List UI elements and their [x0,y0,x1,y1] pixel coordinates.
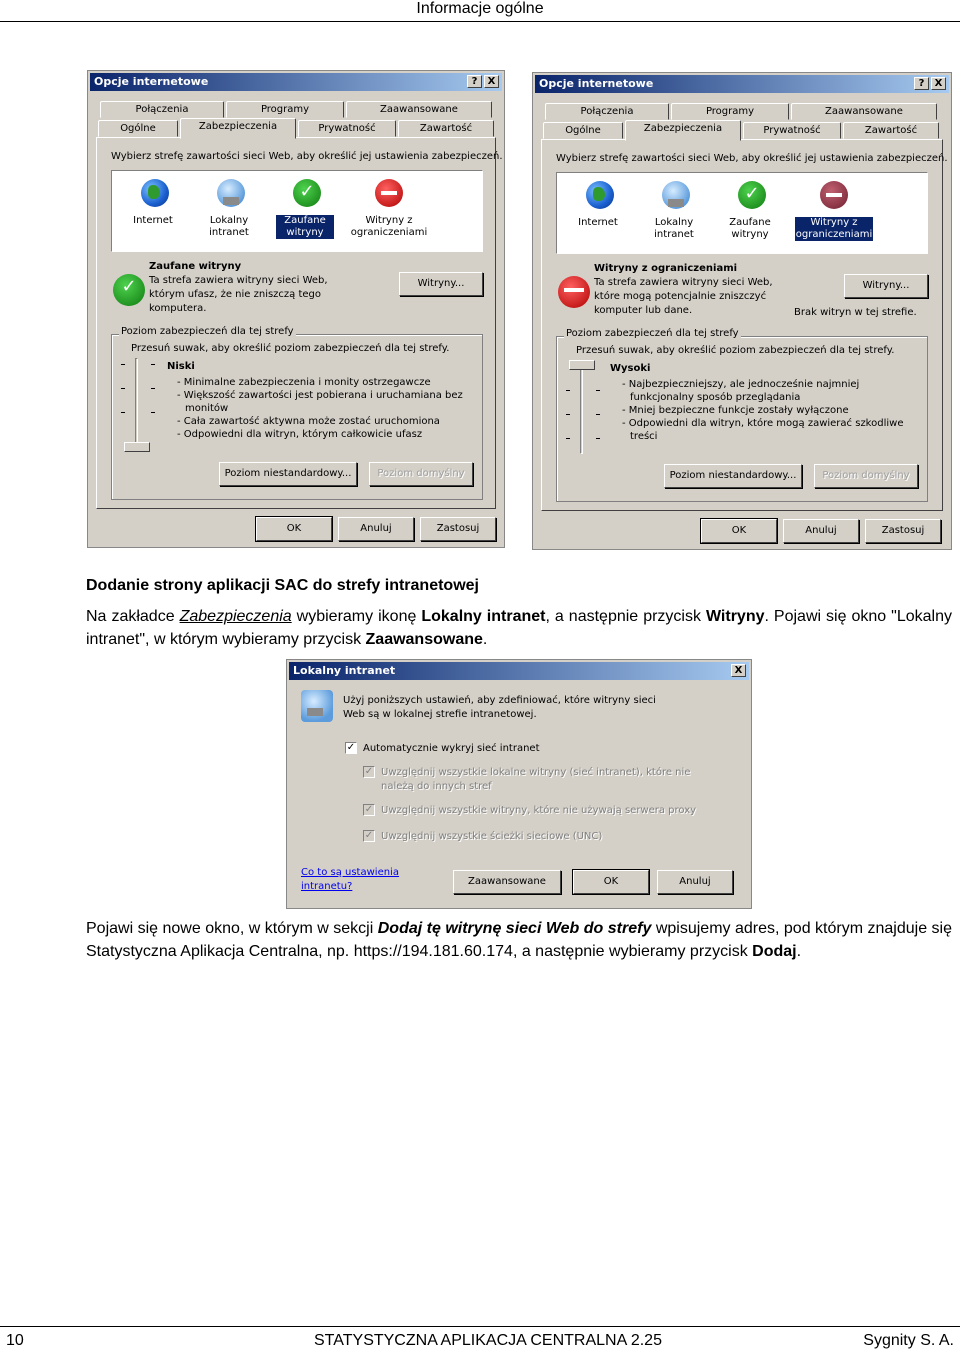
sites-note: Brak witryn w tej strefie. [794,307,917,318]
level-hint: Przesuń suwak, aby określić poziom zabezpieczeń dla tej strefy. [576,345,895,356]
zone-label: Witryny z ograniczeniami [350,215,428,238]
zone-trusted-sites[interactable] [715,179,785,245]
footer-company: Sygnity S. A. [863,1332,954,1349]
help-link[interactable]: Co to są ustawienia [301,867,399,878]
zone-local-intranet[interactable] [639,179,709,245]
intro-line: Web są w lokalnej strefie intranetowej. [343,709,537,720]
zone-label: Internet [133,215,173,226]
sites-button[interactable]: Witryny... [399,272,483,296]
cancel-button[interactable]: Anuluj [657,870,733,894]
zone-label: Zaufane witryny [276,215,334,239]
text: . [482,631,488,648]
security-slider-thumb[interactable] [124,442,150,452]
zone-title: Zaufane witryny [149,261,242,272]
default-level-button[interactable]: Poziom domyślny [814,464,918,488]
zone-label: Lokalny intranet [654,217,694,240]
computer-icon [662,181,690,209]
security-slider-track[interactable] [135,358,138,452]
dialog-title: Lokalny intranet [293,664,396,677]
slider-tick [121,364,125,365]
page-header [0,0,960,22]
text: wybieramy ikonę [291,608,422,625]
text-advanced: Zaawansowane [365,631,483,648]
page-number: 10 [6,1332,24,1349]
tab-connections[interactable]: Połączenia [545,103,669,120]
auto-detect-checkbox[interactable]: ✓ [346,742,356,753]
level-line: - Minimalne zabezpieczenia i monity ostrzegawcze [177,377,431,388]
level-line: - Większość zawartości jest pobierana i uruchamiana bez [177,390,463,401]
tab-privacy[interactable]: Prywatność [743,122,841,139]
tab-privacy[interactable]: Prywatność [298,120,396,137]
paragraph-2 [86,917,952,963]
close-button[interactable]: X [731,664,746,677]
zone-restricted-sites[interactable] [344,177,434,243]
header-title: Informacje ogólne [416,0,544,17]
zone-label: Internet [578,217,618,228]
text-add: Dodaj [752,943,797,960]
close-button[interactable]: X [484,75,499,88]
include-local-sites-checkbox[interactable]: ✓ [364,766,374,777]
slider-tick [151,364,155,365]
slider-tick [151,412,155,413]
text-add-site-section: Dodaj tę witrynę sieci Web do strefy [377,920,652,937]
text: Na zakładce [86,608,180,625]
sites-button[interactable]: Witryny... [844,274,928,298]
default-level-button[interactable]: Poziom domyślny [369,462,473,486]
level-line: - Najbezpieczniejszy, ale jednocześnie najmniej [622,379,860,390]
help-button[interactable]: ? [467,75,482,88]
apply-button[interactable]: Zastosuj [420,517,496,541]
include-local-sites-label: Uwzględnij wszystkie lokalne witryny (sieć intranet), które nie [381,767,691,778]
zone-prompt: Wybierz strefę zawartości sieci Web, aby określić jej ustawienia zabezpieczeń. [111,151,503,162]
text: wpisujemy adres, pod którym znajduje się Statystyczna Aplikacja Centralna, np. https://194.181.60.174, a następnie wybieramy przycisk [86,920,953,960]
computer-icon [217,179,245,207]
computer-icon [301,690,333,722]
ok-button[interactable]: OK [256,517,332,541]
group-label: Poziom zabezpieczeń dla tej strefy [566,328,739,339]
checkmark-icon [738,181,766,209]
level-name: Wysoki [610,363,651,374]
level-name: Niski [167,361,195,372]
titlebar [535,75,949,93]
tab-programs[interactable]: Programy [226,101,344,118]
titlebar [90,73,502,91]
zone-internet[interactable] [563,179,633,245]
ok-button[interactable]: OK [573,870,649,894]
text: Pojawi się nowe okno, w którym w sekcji [86,920,378,937]
advanced-button[interactable]: Zaawansowane [453,870,561,894]
text-local-intranet: Lokalny intranet [421,608,546,625]
text-security-tab: Zabezpieczenia [179,608,292,625]
checkmark-icon [113,274,145,306]
unc-paths-label: Uwzględnij wszystkie ścieżki sieciowe (UNC) [381,831,603,842]
slider-tick [566,390,570,391]
zone-title: Witryny z ograniczeniami [594,263,738,274]
text: . [796,943,802,960]
page-footer [0,1326,960,1350]
level-line: - Mniej bezpieczne funkcje zostały wyłączone [622,405,849,416]
slider-tick [566,414,570,415]
zone-desc-line: którym ufasz, że nie zniszczą tego [149,289,322,300]
globe-icon [586,181,614,209]
tab-advanced[interactable]: Zaawansowane [791,103,937,120]
slider-tick [151,388,155,389]
paragraph-1 [86,605,952,651]
zone-desc-line: Ta strefa zawiera witryny sieci Web, [149,275,328,286]
slider-tick [596,414,600,415]
level-line: funkcjonalny sposób przeglądania [630,392,801,403]
help-button[interactable]: ? [914,77,929,90]
security-slider-track[interactable] [580,360,583,454]
zone-internet[interactable] [118,177,188,243]
slider-tick [121,388,125,389]
checkmark-icon [293,179,321,207]
slider-tick [566,438,570,439]
restricted-icon [820,181,848,209]
text: , a następnie przycisk [545,608,706,625]
footer-title: STATYSTYCZNA APLIKACJA CENTRALNA 2.25 [314,1332,662,1349]
zone-desc-line: komputer lub dane. [594,305,693,316]
zone-prompt: Wybierz strefę zawartości sieci Web, aby określić jej ustawienia zabezpieczeń. [556,153,948,164]
cancel-button[interactable]: Anuluj [338,517,414,541]
apply-button[interactable]: Zastosuj [865,519,941,543]
slider-tick [596,390,600,391]
include-local-sites-label: należą do innych stref [381,781,492,792]
titlebar [289,662,749,680]
tab-security[interactable]: Zabezpieczenia [625,120,741,141]
zone-desc-line: Ta strefa zawiera witryny sieci Web, [594,277,773,288]
zone-desc-line: które mogą potencjalnie zniszczyć [594,291,767,302]
close-button[interactable]: X [931,77,946,90]
tab-programs[interactable]: Programy [671,103,789,120]
zone-trusted-sites[interactable] [270,177,340,243]
unc-paths-checkbox[interactable]: ✓ [364,830,374,841]
ok-button[interactable]: OK [701,519,777,543]
level-line: - Odpowiedni dla witryn, którym całkowicie ufasz [177,429,423,440]
tab-panel [541,139,948,511]
custom-level-button[interactable]: Poziom niestandardowy... [664,464,802,488]
custom-level-button[interactable]: Poziom niestandardowy... [219,462,357,486]
section-heading: Dodanie strony aplikacji SAC do strefy intranetowej [86,577,479,594]
tab-panel [96,137,503,509]
local-intranet-dialog [286,659,752,909]
level-line: monitów [185,403,229,414]
tab-content[interactable]: Zawartość [398,120,494,137]
internet-options-dialog-left [87,70,505,548]
level-hint: Przesuń suwak, aby określić poziom zabezpieczeń dla tej strefy. [131,343,450,354]
tab-security[interactable]: Zabezpieczenia [180,118,296,139]
level-line: - Odpowiedni dla witryn, które mogą zawierać szkodliwe [622,418,904,429]
zone-restricted-sites[interactable] [789,179,879,245]
security-slider-thumb[interactable] [569,360,595,370]
auto-detect-label: Automatycznie wykryj sieć intranet [363,743,540,754]
slider-tick [121,412,125,413]
restricted-icon [375,179,403,207]
tab-advanced[interactable]: Zaawansowane [346,101,492,118]
intro-line: Użyj poniższych ustawień, aby zdefiniować, które witryny sieci [343,695,656,706]
group-label: Poziom zabezpieczeń dla tej strefy [121,326,294,337]
tab-content[interactable]: Zawartość [843,122,939,139]
zone-desc-line: komputera. [149,303,207,314]
level-line: treści [630,431,658,442]
zone-label: Lokalny intranet [209,215,249,238]
zone-label: Zaufane witryny [729,217,771,240]
help-link[interactable]: intranetu? [301,881,353,892]
bypass-proxy-checkbox[interactable]: ✓ [364,804,374,815]
zone-list [556,172,928,254]
dialog-title: Opcje internetowe [539,77,654,90]
cancel-button[interactable]: Anuluj [783,519,859,543]
level-line: - Cała zawartość aktywna może zostać uruchomiona [177,416,440,427]
restricted-icon [558,276,590,308]
zone-local-intranet[interactable] [194,177,264,243]
zone-label: Witryny z ograniczeniami [795,217,873,240]
zone-list [111,170,483,252]
tab-connections[interactable]: Połączenia [100,101,224,118]
text: . Pojawi się okno "Lokalny intranet", w którym wybieramy przycisk [86,608,953,648]
slider-tick [596,438,600,439]
tab-general[interactable]: Ogólne [98,120,178,137]
bypass-proxy-label: Uwzględnij wszystkie witryny, które nie używają serwera proxy [381,805,697,816]
text-sites: Witryny [705,608,765,625]
tab-general[interactable]: Ogólne [543,122,623,139]
globe-icon [141,179,169,207]
internet-options-dialog-right [532,72,952,550]
dialog-title: Opcje internetowe [94,75,209,88]
